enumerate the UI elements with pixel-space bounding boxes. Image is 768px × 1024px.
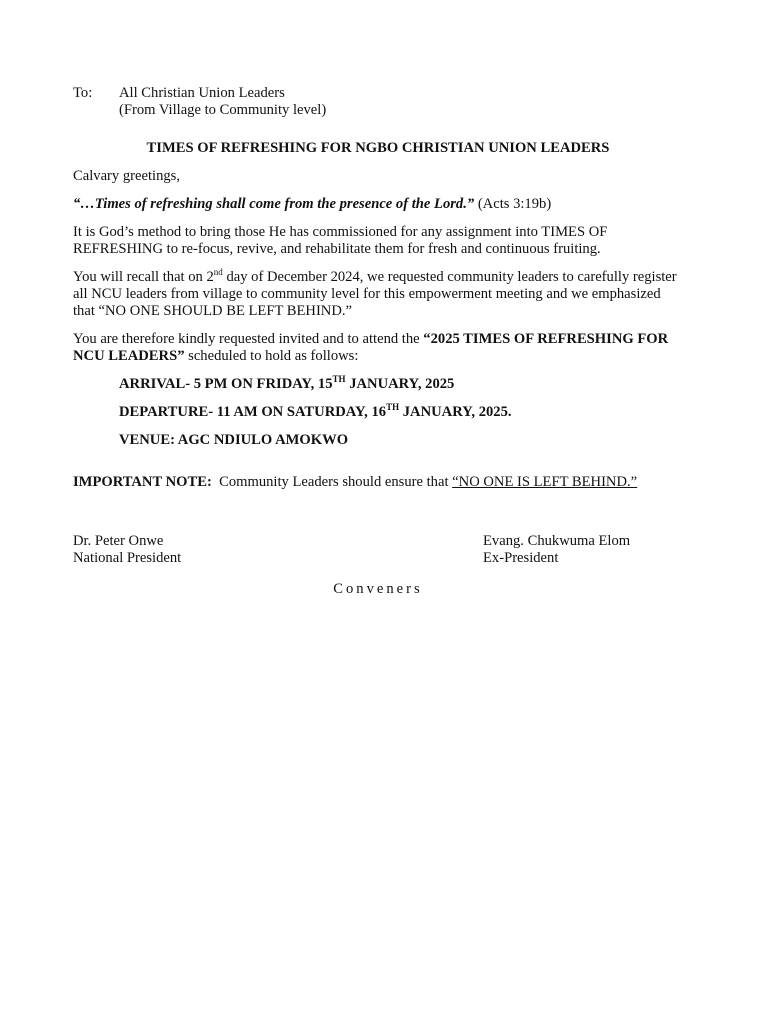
recall-part-1: You will recall that on 2 [73,269,214,285]
to-label: To: [73,85,93,101]
invitation-part-2: scheduled to hold as follows: [184,348,359,364]
note-underlined: “NO ONE IS LEFT BEHIND.” [452,474,638,490]
note-label: IMPORTANT NOTE: [73,474,212,490]
recall-part-2: day of December 2024, we requested community leaders to carefully register all NCU leaders from village to community level for this empowerment meeting and we emphasized that “NO ONE SHOULD BE LEFT BEHIND.” [73,269,677,319]
arrival-line [73,376,683,393]
signatory-name: Dr. Peter Onwe [73,533,164,549]
recipient-name: All Christian Union Leaders [119,85,285,101]
arrival-month: JANUARY, 2025 [345,376,455,392]
letter-body [73,85,683,598]
departure-line [73,404,683,421]
paragraph-recall [73,269,683,320]
to-label-spacer [73,102,119,119]
recipient-line-1 [73,85,683,102]
signatory-title: National President [73,550,182,566]
recall-superscript: nd [213,267,223,277]
signatory-left [73,533,181,567]
signatory-name: Evang. Chukwuma Elom [483,533,631,549]
note-text: Community Leaders should ensure that [211,474,453,490]
recipient-scope: (From Village to Community level) [119,102,327,118]
important-note [73,474,683,491]
quote-reference: (Acts 3:19b) [474,196,552,212]
departure-month: JANUARY, 2025. [399,404,512,420]
recipient-line-2 [73,102,683,119]
signatory-right [483,533,683,567]
departure-superscript: TH [386,402,400,412]
event-name: “2025 TIMES OF REFRESHING FOR NCU LEADERS” [73,331,669,364]
invitation-part-1: You are therefore kindly requested invited and to attend the [73,331,424,347]
paragraph-invitation [73,331,683,365]
signatory-title: Ex-President [483,550,559,566]
signature-block [73,533,683,567]
venue-line: VENUE: AGC NDIULO AMOKWO [119,432,349,448]
greeting: Calvary greetings, [73,168,180,184]
conveners-label: Conveners [333,581,423,597]
letter-title: TIMES OF REFRESHING FOR NGBO CHRISTIAN UNION LEADERS [146,140,610,156]
arrival-text: ARRIVAL- 5 PM ON FRIDAY, 15 [119,376,333,392]
arrival-superscript: TH [332,374,346,384]
scripture-quote [73,196,683,213]
departure-text: DEPARTURE- 11 AM ON SATURDAY, 16 [119,404,387,420]
quote-text: “…Times of refreshing shall come from the presence of the Lord.” [73,196,475,212]
paragraph-method: It is God’s method to bring those He has commissioned for any assignment into TIMES OF REFRESHING to re-focus, revive, and rehabilitate them for fresh and continuous fruiting. [73,224,608,257]
